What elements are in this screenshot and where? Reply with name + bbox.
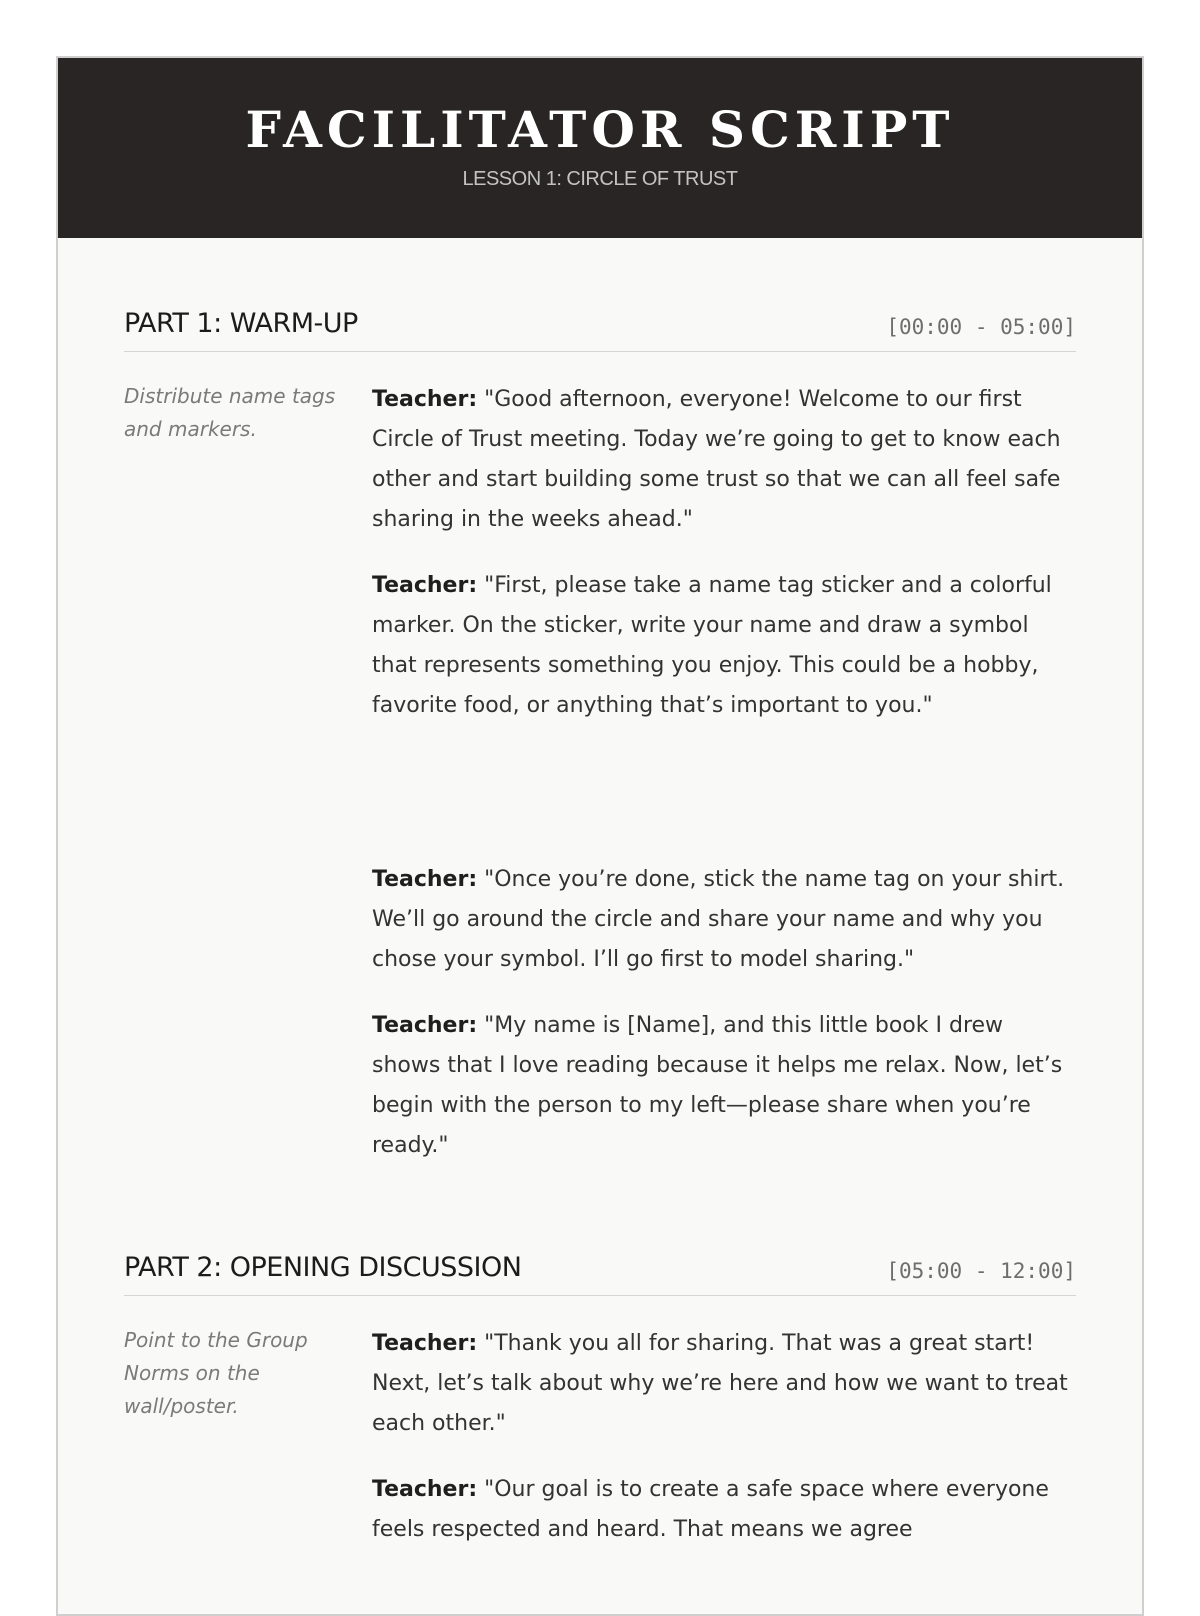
speaker-label: Teacher: xyxy=(372,867,478,892)
facilitator-note: Point to the Group Norms on the wall/poster. xyxy=(124,1328,308,1418)
line-text: "Thank you all for sharing. That was a great start! Next, let’s talk about why we’re here and how we want to treat each other." xyxy=(372,1331,1068,1436)
dialogue xyxy=(372,1324,1076,1576)
speaker-label: Teacher: xyxy=(372,1331,478,1356)
dialogue-line xyxy=(372,566,1076,726)
dialogue-line xyxy=(372,1470,1076,1550)
speaker-label: Teacher: xyxy=(372,1013,478,1038)
line-text: "First, please take a name tag sticker and a colorful marker. On the sticker, write your name and draw a symbol that represents something you enjoy. This could be a hobby, favorite food, or anything that’s important to you." xyxy=(372,573,1052,718)
section-body-warm-up xyxy=(124,380,1076,1192)
section-header-opening-discussion xyxy=(124,1252,1076,1296)
spacer xyxy=(372,752,1076,860)
script-page xyxy=(56,56,1144,1616)
speaker-label: Teacher: xyxy=(372,387,478,412)
speaker-label: Teacher: xyxy=(372,1477,478,1502)
facilitator-note: Distribute name tags and markers. xyxy=(124,384,336,441)
dialogue xyxy=(372,380,1076,1192)
lesson-subtitle: LESSON 1: CIRCLE OF TRUST xyxy=(462,168,738,190)
page-header xyxy=(58,58,1142,238)
section-header-warm-up xyxy=(124,308,1076,352)
section-time: [00:00 - 05:00] xyxy=(886,315,1076,339)
section-body-opening-discussion xyxy=(124,1324,1076,1576)
section-title: PART 2: OPENING DISCUSSION xyxy=(124,1252,522,1283)
page-title: FACILITATOR SCRIPT xyxy=(245,100,955,159)
line-text: "Good afternoon, everyone! Welcome to our first Circle of Trust meeting. Today we’re going to get to know each other and start building some trust so that we can all feel safe sharing in the weeks ahead." xyxy=(372,387,1061,532)
speaker-label: Teacher: xyxy=(372,573,478,598)
line-text: "Once you’re done, stick the name tag on your shirt. We’ll go around the circle and share your name and why you chose your symbol. I’ll go first to model sharing." xyxy=(372,867,1065,972)
section-time: [05:00 - 12:00] xyxy=(886,1259,1076,1283)
section-title: PART 1: WARM-UP xyxy=(124,308,358,339)
dialogue-line xyxy=(372,1006,1076,1166)
dialogue-line xyxy=(372,1324,1076,1444)
script-content xyxy=(58,308,1142,1576)
dialogue-line xyxy=(372,860,1076,980)
dialogue-line xyxy=(372,380,1076,540)
line-text: "My name is [Name], and this little book I drew shows that I love reading because it helps me relax. Now, let’s begin with the person to my left—please share when you’re ready." xyxy=(372,1013,1063,1158)
line-text: "Our goal is to create a safe space where everyone feels respected and heard. That means we agree xyxy=(372,1477,1049,1542)
